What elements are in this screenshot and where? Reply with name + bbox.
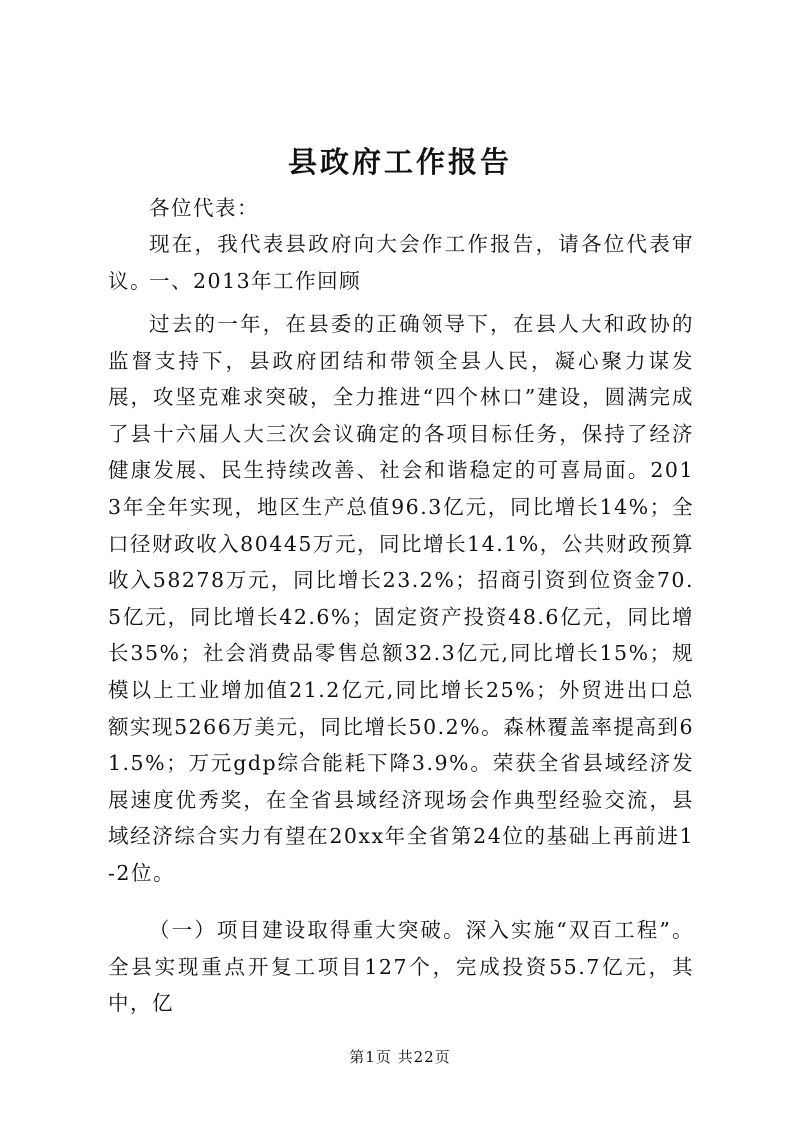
page-footer: 第1页 共22页 [349, 1048, 451, 1066]
salutation: 各位代表： [149, 196, 259, 220]
intro-paragraph: 现在，我代表县政府向大会作工作报告，请各位代表审议。 [108, 232, 694, 293]
body-paragraph: （一）项目建设取得重大突破。深入实施“双百工程”。全县实现重点开复工项目127个，完成投资55.7亿元，其中，亿 [108, 918, 694, 1016]
body-paragraph: 过去的一年，在县委的正确领导下，在县人大和政协的监督支持下，县政府团结和带领全县人民，凝心聚力谋发展，攻坚克难求突破，全力推进“四个林口”建设，圆满完成了县十六届人大三次会议确定的各项目标任务，保持了经济健康发展、民生持续改善、社会和谐稳定的可喜局面。2013年全年实现，地区生产总值96.3亿元，同比增长14%；全口径财政收入80445万元，同比增长14.1%，公共财政预算收入58278万元，同比增长23.2%；招商引资到位资金70.5亿元，同比增长42.6%；固定资产投资48.6亿元，同比增长35%；社会消费品零售总额32.3亿元,同比增长15%；规模以上工业增加值21.2亿元,同比增长25%；外贸进出口总额实现5266万美元，同比增长50.2%。森林覆盖率提高到61.5%；万元gdp综合能耗下降3.9%。荣获全省县域经济发展速度优秀奖，在全省县域经济现场会作典型经验交流，县域经济综合实力有望在20xx年全省第24位的基础上再前进1-2位。 [108, 312, 694, 885]
section-heading: 一、2013年工作回顾 [149, 269, 362, 293]
document-title: 县政府工作报告 [287, 145, 512, 179]
